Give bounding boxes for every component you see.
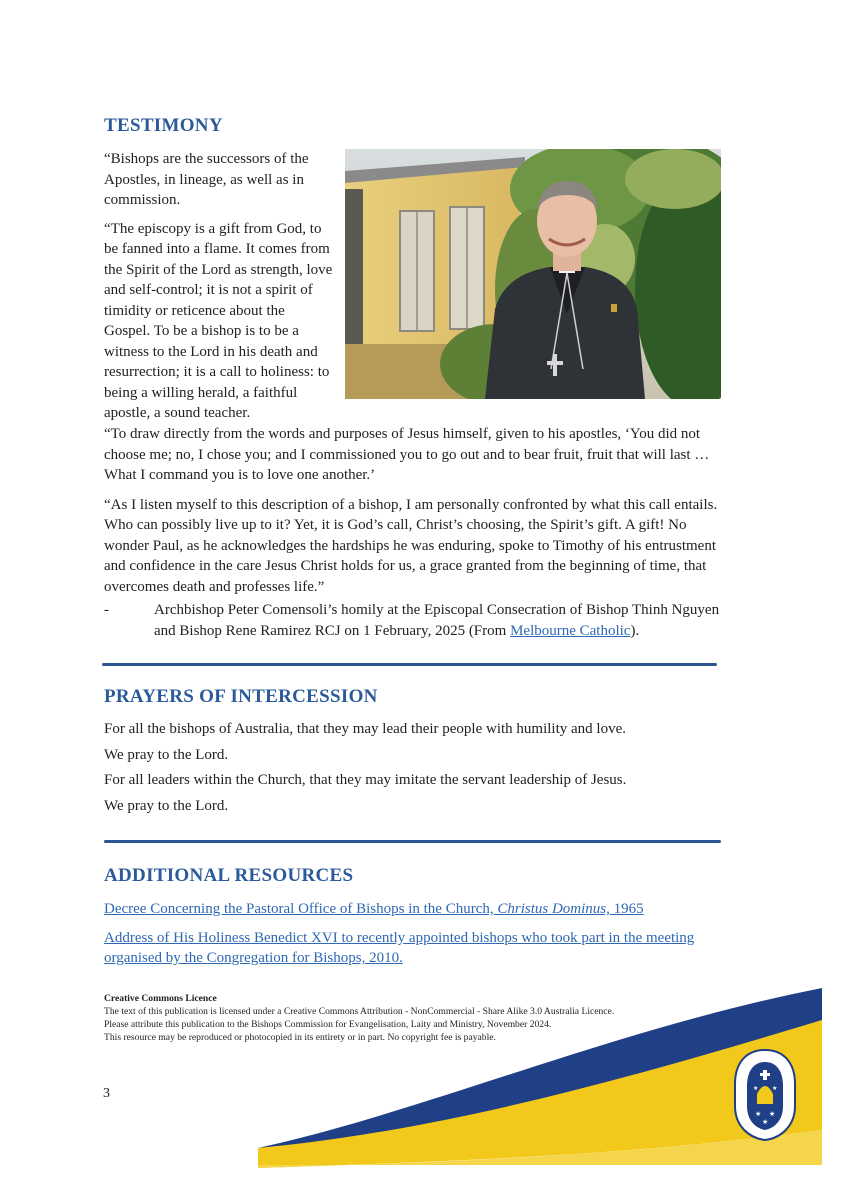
bishops-conference-seal-icon (733, 1048, 797, 1142)
section-divider (104, 840, 721, 843)
licence-line-3: This resource may be reproduced or photocopied in its entirety or in part. No copyright fee is payable. (104, 1032, 496, 1043)
page-number: 3 (103, 1086, 110, 1101)
svg-text:★: ★ (769, 1110, 776, 1118)
prayer-intention-1: For all the bishops of Australia, that they may lead their people with humility and love. (104, 721, 626, 737)
licence-title: Creative Commons Licence (104, 993, 217, 1004)
testimony-paragraph-3: “To draw directly from the words and purposes of Jesus himself, given to his apostles, ‘You did not choose me; no, I chose you; and I commissioned you to go out and to bear fruit, fruit that will last … What I command you is to love one another.’ (104, 426, 710, 483)
testimony-paragraph-4: “As I listen myself to this description of a bishop, I am personally confronted by what this call entails. Who can possibly live up to it? Yet, it is God’s call, Christ’s choosing, the Spirit’s gift. A gift! No wonder Paul, as he acknowledges the hardships he was enduring, spoke to Timothy of his entrustment and confidence in the care Jesus Christ holds for us, a grace granted from the beginning of time, that overcomes death and professes life.” (104, 496, 718, 595)
prayer-intention-2: For all leaders within the Church, that they may imitate the servant leadership of Jesus. (104, 772, 627, 788)
prayers-heading: PRAYERS OF INTERCESSION (104, 686, 378, 707)
benedict-address-link[interactable]: Address of His Holiness Benedict XVI to recently appointed bishops who took part in the meeting organised by the Congregation for Bishops, 2010. (104, 930, 695, 966)
prayer-response-1: We pray to the Lord. (104, 746, 229, 763)
resources-list (104, 899, 704, 977)
prayer-response-2: We pray to the Lord. (104, 797, 229, 814)
attribution-text: Archbishop Peter Comensoli’s homily at the Episcopal Consecration of Bishop Thinh Nguyen and Bishop Rene Ramirez RCJ on 1 February, 2025 (From Melbourne Catholic). (154, 602, 720, 639)
testimony-paragraph-1: “Bishops are the successors of the Apostles, in lineage, as well as in commission. (104, 151, 309, 208)
testimony-continued (104, 424, 726, 606)
testimony-paragraph-2: “The episcopy is a gift from God, to be fanned into a flame. It comes from the Spirit of the Lord as strength, love and self-control; it is not a spirit of timidity or reticence about the Gospel. To be a bishop is to be a witness to the Lord in his death and resurrection; it is a call to holiness: to being a willing herald, a faithful apostle, a sound teacher. (104, 220, 333, 421)
svg-text:★: ★ (755, 1110, 762, 1118)
licence-line-2: Please attribute this publication to the Bishops Commission for Evangelisation, Laity and Ministry, November 2024. (104, 1019, 552, 1030)
attribution-dash: - (104, 602, 109, 618)
svg-text:★: ★ (753, 1085, 759, 1092)
licence-line-1: The text of this publication is licensed under a Creative Commons Attribution - NonCommercial - Share Alike 3.0 Australia Licence. (104, 1006, 615, 1017)
melbourne-catholic-link[interactable]: Melbourne Catholic (510, 622, 631, 639)
svg-text:★: ★ (772, 1085, 778, 1092)
prayers-list (104, 719, 726, 821)
licence-block (104, 992, 704, 1044)
svg-text:★: ★ (762, 1118, 769, 1126)
christus-dominus-link[interactable]: Decree Concerning the Pastoral Office of Bishops in the Church, Christus Dominus, 1965 (104, 901, 644, 917)
bishop-photo (345, 149, 721, 399)
resources-heading: ADDITIONAL RESOURCES (104, 865, 354, 886)
testimony-heading: TESTIMONY (104, 115, 223, 136)
testimony-intro (104, 149, 334, 432)
section-divider (102, 663, 717, 666)
